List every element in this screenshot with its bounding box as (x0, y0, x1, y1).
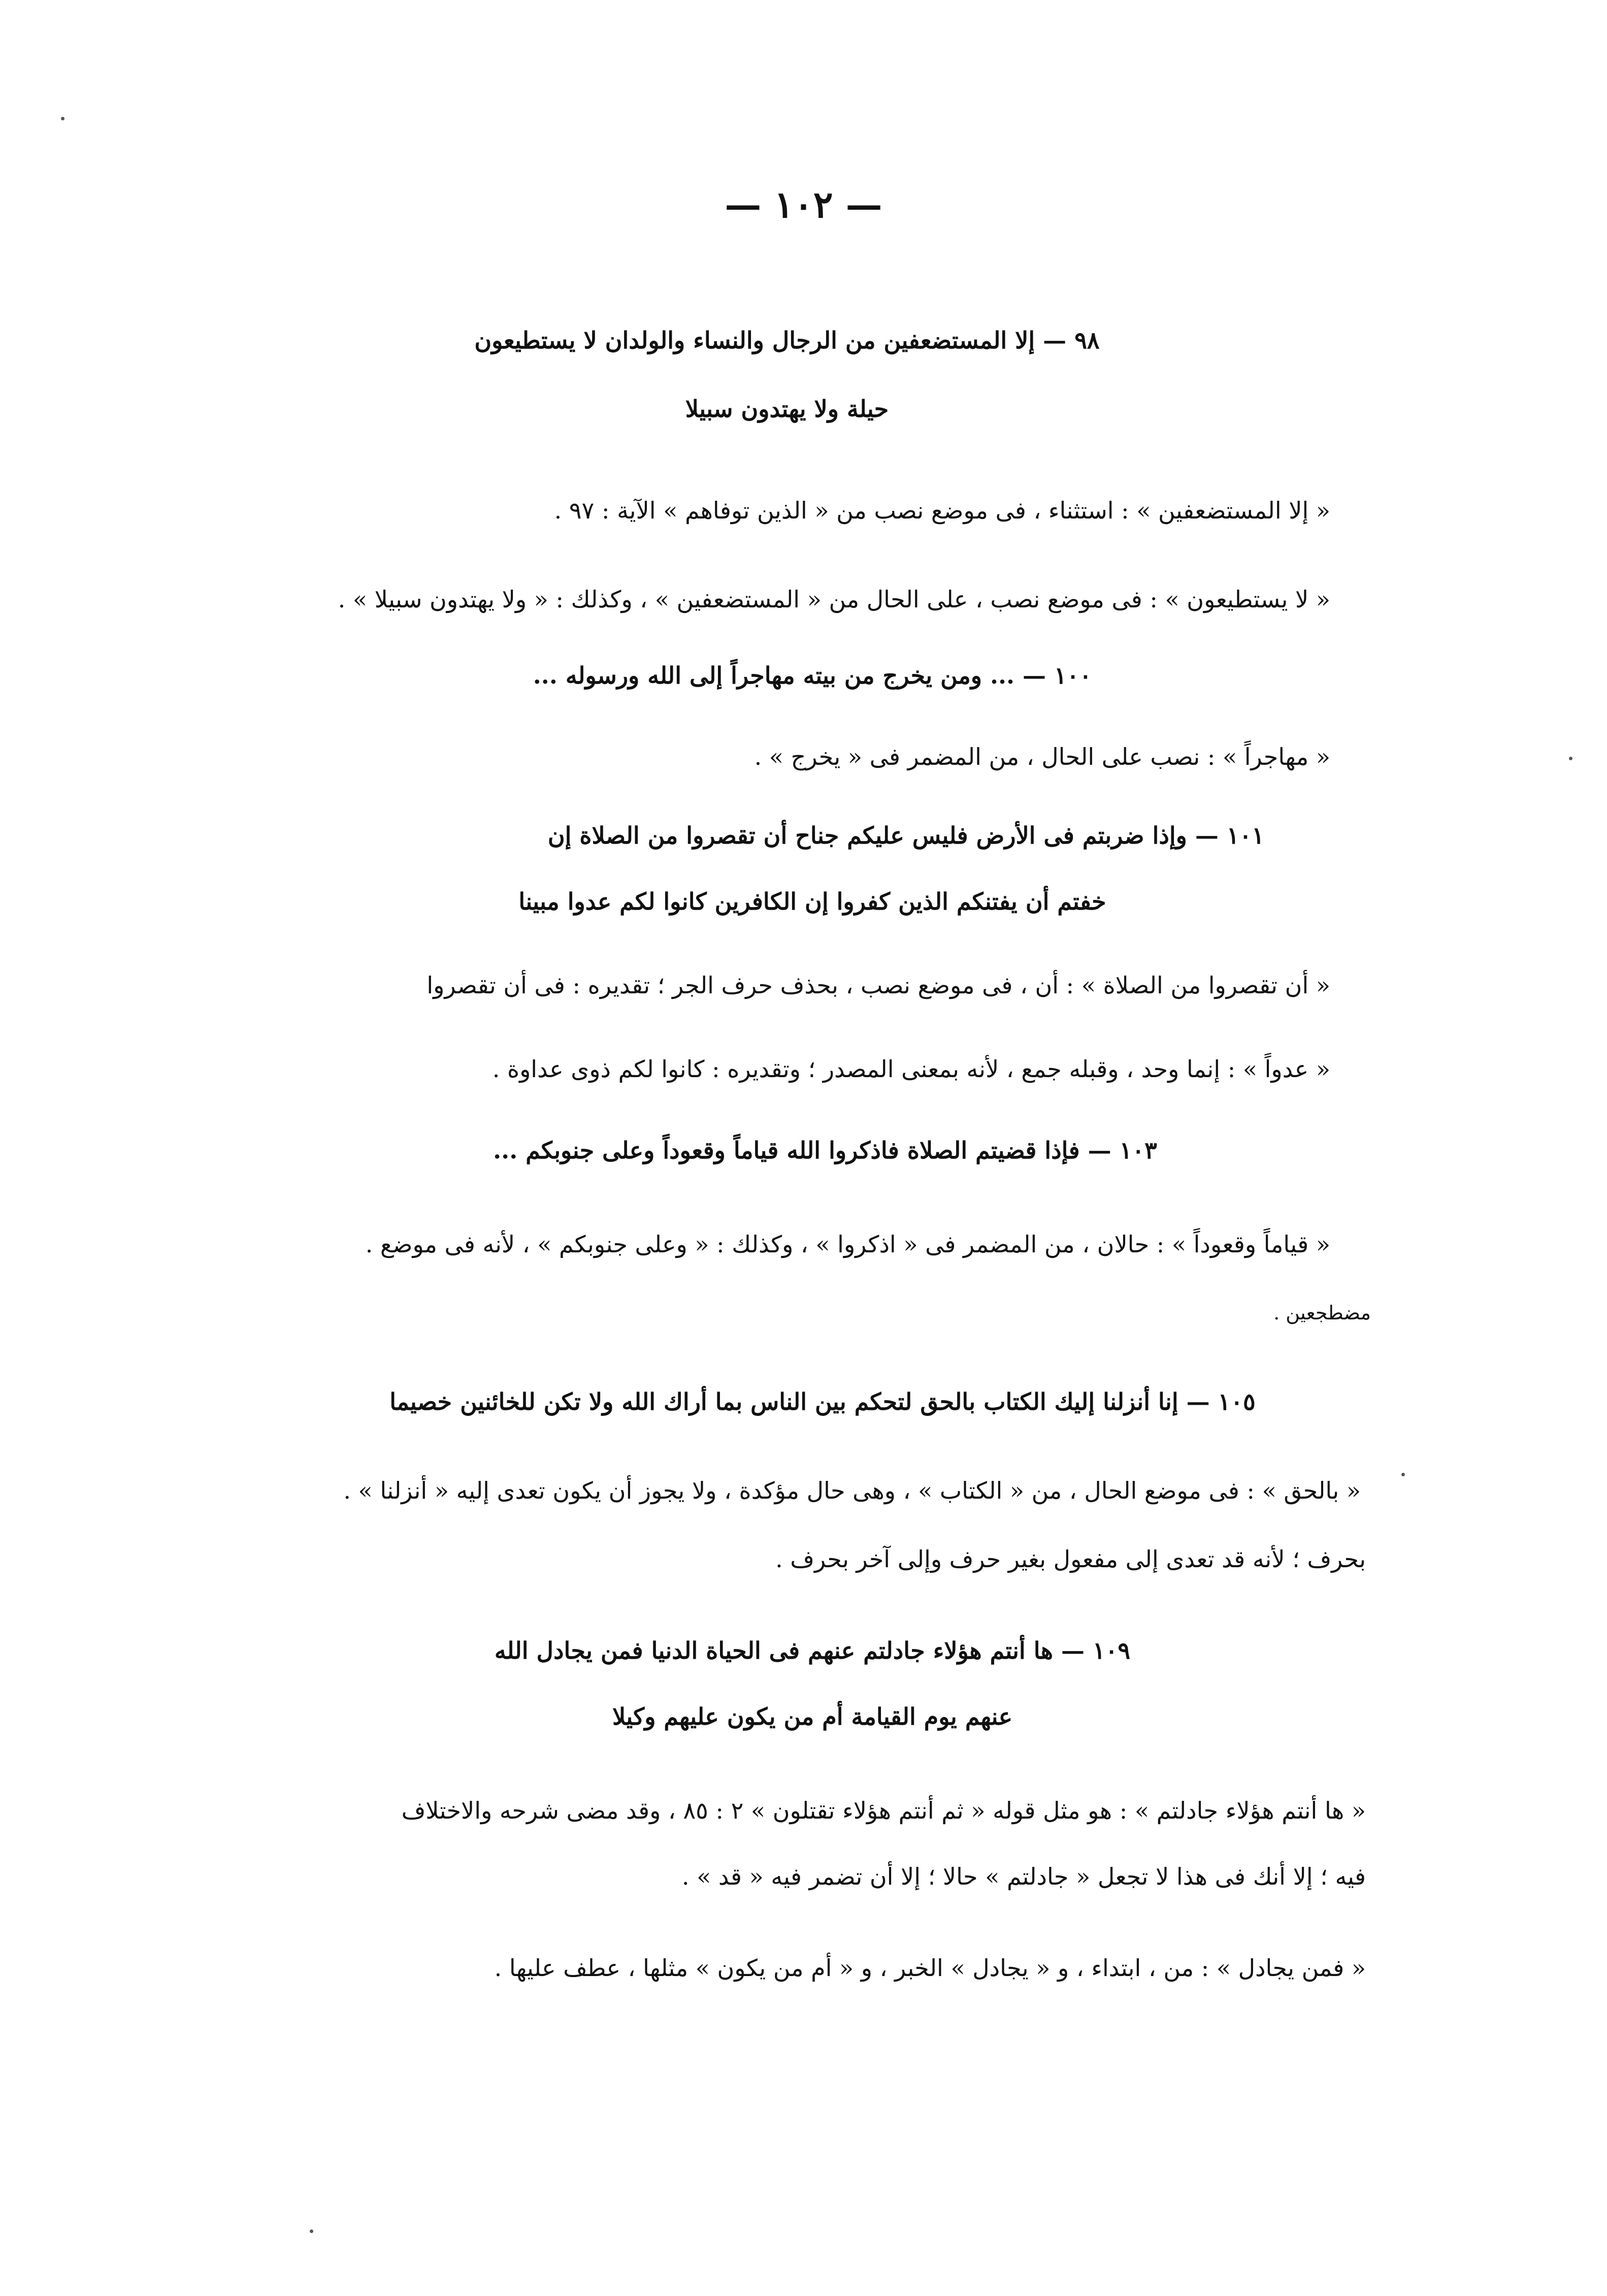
scan-speck (310, 2229, 313, 2233)
commentary-101-line-2: « عدواً » : إنما وحد ، وقبله جمع ، لأنه بمعنى المصدر ؛ وتقديره : كانوا لكم ذوى عداوة . (492, 1055, 1330, 1083)
commentary-98-line-2: « لا يستطيعون » : فى موضع نصب ، على الحال من « المستضعفين » ، وكذلك : « ولا يهتدون سبيلا » . (338, 586, 1330, 613)
verse-109-line-2: عنهم يوم القيامة أم من يكون عليهم وكيلا (612, 1703, 1013, 1730)
scan-speck (1569, 757, 1572, 760)
verse-101-line-1: ١٠١ — وإذا ضربتم فى الأرض فليس عليكم جناح أن تقصروا من الصلاة إن (547, 822, 1264, 849)
commentary-103-line-1: « قياماً وقعوداً » : حالان ، من المضمر فى « اذكروا » ، وكذلك : « وعلى جنوبكم » ، لأنه فى موضع . (365, 1231, 1330, 1258)
commentary-100: « مهاجراً » : نصب على الحال ، من المضمر فى « يخرج » . (754, 743, 1330, 770)
commentary-109-line-1: « ها أنتم هؤلاء جادلتم » : هو مثل قوله « ثم أنتم هؤلاء تقتلون » ٢ : ٨٥ ، وقد مضى شرحه والاختلاف (401, 1797, 1366, 1824)
commentary-105-line-2: بحرف ؛ لأنه قد تعدى إلى مفعول بغير حرف وإلى آخر بحرف . (775, 1545, 1366, 1573)
verse-103: ١٠٣ — فإذا قضيتم الصلاة فاذكروا الله قياماً وقعوداً وعلى جنوبكم ... (493, 1137, 1157, 1164)
verse-109-line-1: ١٠٩ — ها أنتم هؤلاء جادلتم عنهم فى الحياة الدنيا فمن يجادل الله (494, 1637, 1131, 1664)
verse-105: ١٠٥ — إنا أنزلنا إليك الكتاب بالحق لتحكم بين الناس بما أراك الله ولا تكن للخائنين خصيما (389, 1388, 1256, 1415)
verse-98-line-2: حيلة ولا يهتدون سبيلا (685, 395, 889, 423)
verse-101-line-2: خفتم أن يفتنكم الذين كفروا إن الكافرين كانوا لكم عدوا مبينا (518, 888, 1106, 915)
verse-100: ١٠٠ — ... ومن يخرج من بيته مهاجراً إلى الله ورسوله ... (533, 662, 1092, 689)
commentary-101-line-1: « أن تقصروا من الصلاة » : أن ، فى موضع نصب ، بحذف حرف الجر ؛ تقديره : فى أن تقصروا (427, 972, 1330, 999)
commentary-105-line-1: « بالحق » : فى موضع الحال ، من « الكتاب » ، وهى حال مؤكدة ، ولا يجوز أن يكون تعدى إليه « أنزلنا » . (343, 1477, 1361, 1504)
scan-speck (61, 117, 64, 120)
commentary-109-line-3: « فمن يجادل » : من ، ابتداء ، و « يجادل » الخبر ، و « أم من يكون » مثلها ، عطف عليها . (494, 1954, 1366, 1982)
scan-speck (1401, 1473, 1405, 1476)
commentary-103-line-2: مضطجعين . (1273, 1302, 1371, 1324)
verse-98-line-1: ٩٨ — إلا المستضعفين من الرجال والنساء والولدان لا يستطيعون (474, 327, 1100, 354)
commentary-109-line-2: فيه ؛ إلا أنك فى هذا لا تجعل « جادلتم » حالا ؛ إلا أن تضمر فيه « قد » . (681, 1863, 1366, 1890)
page-number: — ١٠٢ — (725, 183, 882, 226)
commentary-98-line-1: « إلا المستضعفين » : استثناء ، فى موضع نصب من « الذين توفاهم » الآية : ٩٧ . (554, 497, 1330, 524)
